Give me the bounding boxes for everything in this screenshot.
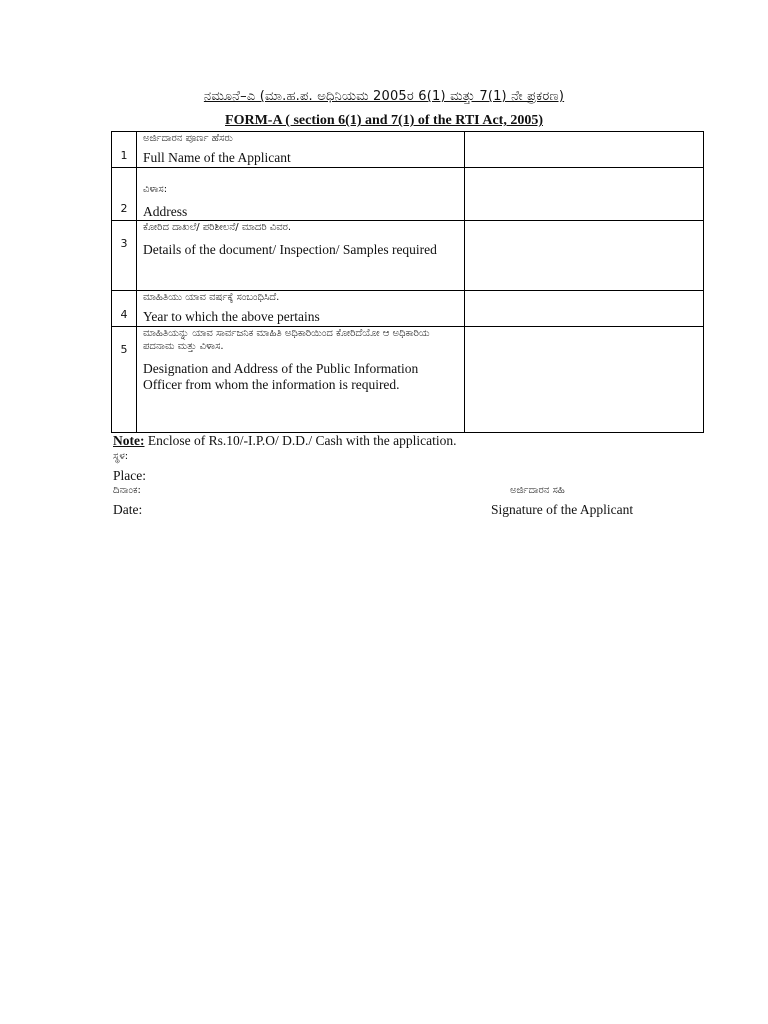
address-field[interactable] — [465, 168, 704, 221]
row-label — [137, 132, 465, 168]
row-label — [137, 221, 465, 291]
table-row — [112, 132, 704, 168]
label-english: Full Name of the Applicant — [143, 150, 291, 165]
label-english: Designation and Address of the Public Information Officer from whom the information is required. — [143, 361, 419, 392]
form-title-kannada: ನಮೂನೆ–ಎ (ಮಾ.ಹ.ಪ. ಅಧಿನಿಯಮ 2005ರ 6(1) ಮತ್ತು 7(1) ನೇ ಪ್ರಕರಣ) — [203, 89, 565, 104]
place-label: Place: — [113, 468, 146, 483]
label-english: Details of the document/ Inspection/ Samples required — [143, 242, 437, 257]
label-english: Address — [143, 204, 188, 219]
date-label-kannada: ದಿನಾಂಕ: — [113, 485, 141, 496]
row-label — [137, 327, 465, 433]
row-label — [137, 291, 465, 327]
place-label-kannada: ಸ್ಥಳ: — [113, 451, 129, 462]
label-kannada: ಅರ್ಜಿದಾರನ ಪೂರ್ಣ ಹೆಸರು — [143, 133, 233, 144]
table-row — [112, 327, 704, 433]
row-number-text: 4 — [120, 308, 128, 321]
year-field[interactable] — [465, 291, 704, 327]
table-row — [112, 168, 704, 221]
date-label: Date: — [113, 502, 143, 517]
row-number-text: 3 — [120, 237, 128, 250]
row-number — [112, 327, 137, 433]
note-text: Enclose of Rs.10/-I.P.O/ D.D./ Cash with the application. — [144, 433, 457, 448]
table-row — [112, 221, 704, 291]
full-name-field[interactable] — [465, 132, 704, 168]
form-title-english: FORM-A ( section 6(1) and 7(1) of the RTI Act, 2005) — [225, 113, 543, 128]
row-number-text: 1 — [120, 149, 128, 162]
application-form-table — [111, 131, 704, 433]
note-label: Note: — [113, 433, 145, 448]
row-number — [112, 132, 137, 168]
label-kannada: ಮಾಹಿತಿಯನ್ನು ಯಾವ ಸಾರ್ವಜನಿಕ ಮಾಹಿತಿ ಅಧಿಕಾರಿಯಿಂದ ಕೋರಿದೆಯೋ ಆ ಅಧಿಕಾರಿಯ ಪದನಾಮ ಮತ್ತು ವಿಳಾಸ. — [143, 328, 430, 352]
label-kannada: ಕೋರಿದ ದಾಖಲೆ/ ಪರಿಶೀಲನೆ/ ಮಾದರಿ ವಿವರ. — [143, 222, 292, 233]
note — [113, 433, 456, 449]
row-number — [112, 221, 137, 291]
row-number-text: 5 — [120, 343, 128, 356]
label-kannada: ವಿಳಾಸ: — [143, 184, 168, 195]
row-number-text: 2 — [120, 202, 128, 215]
document-details-field[interactable] — [465, 221, 704, 291]
label-english: Year to which the above pertains — [143, 309, 320, 324]
signature-label-kannada: ಅರ್ಜಿದಾರನ ಸಹಿ — [510, 485, 565, 496]
pio-details-field[interactable] — [465, 327, 704, 433]
label-kannada: ಮಾಹಿತಿಯು ಯಾವ ವರ್ಷಕ್ಕೆ ಸಂಬಂಧಿಸಿದೆ. — [143, 292, 280, 303]
table-row — [112, 291, 704, 327]
signature-label: Signature of the Applicant — [491, 502, 634, 517]
row-number — [112, 168, 137, 221]
row-number — [112, 291, 137, 327]
row-label — [137, 168, 465, 221]
